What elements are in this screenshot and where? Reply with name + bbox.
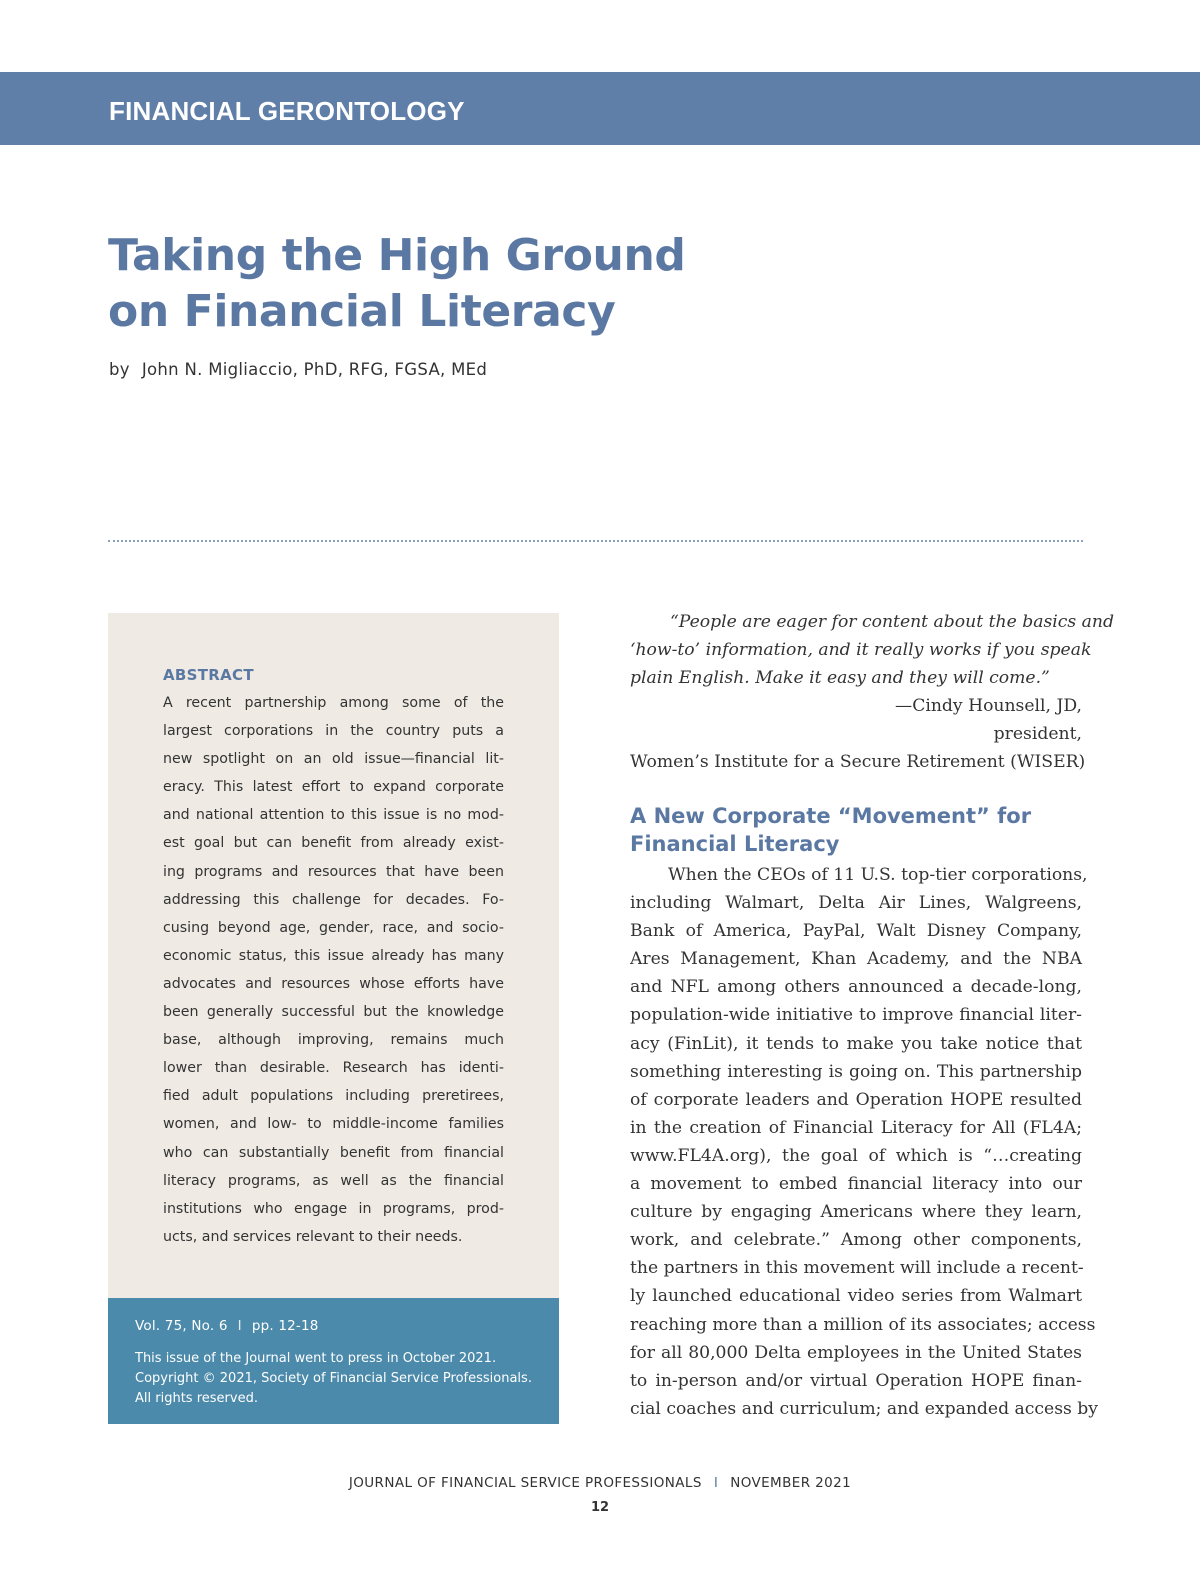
article-title — [108, 228, 685, 340]
abstract-line: fied adult populations including preretirees, — [163, 1088, 504, 1105]
abstract-line: eracy. This latest effort to expand corporate — [163, 779, 504, 796]
body-line: of corporate leaders and Operation HOPE resulted — [630, 1089, 1082, 1110]
journal-name: JOURNAL OF FINANCIAL SERVICE PROFESSIONALS — [348, 1475, 702, 1491]
body-line: culture by engaging Americans where they learn, — [630, 1202, 1082, 1223]
abstract-label: ABSTRACT — [163, 666, 254, 684]
volume-separator: I — [237, 1318, 242, 1334]
section-banner — [0, 72, 1200, 145]
abstract-line: institutions who engage in programs, prod- — [163, 1200, 504, 1217]
body-line: to in-person and/or virtual Operation HOPE finan- — [630, 1370, 1082, 1391]
article-title-line-1: Taking the High Ground — [108, 230, 686, 281]
issue-date: NOVEMBER 2021 — [730, 1475, 852, 1491]
section-heading — [630, 802, 1031, 858]
volume-number: Vol. 75, No. 6 — [135, 1318, 228, 1334]
quote-line: “People are eager for content about the basics and — [670, 612, 1114, 632]
abstract-box — [108, 613, 559, 1298]
abstract-line: advocates and resources whose efforts have — [163, 975, 504, 992]
abstract-line: and national attention to this issue is no mod- — [163, 807, 504, 824]
body-line: www.FL4A.org), the goal of which is “…creating — [630, 1145, 1082, 1166]
attribution-title: president, — [993, 724, 1082, 744]
abstract-line: ing programs and resources that have been — [163, 863, 504, 880]
publication-info-box — [108, 1298, 559, 1424]
abstract-line: economic status, this issue already has many — [163, 947, 504, 964]
abstract-line: who can substantially benefit from financial — [163, 1144, 504, 1161]
footer-separator: I — [713, 1475, 719, 1491]
abstract-line: lower than desirable. Research has identi- — [163, 1060, 504, 1077]
press-note: This issue of the Journal went to press in October 2021. — [135, 1351, 497, 1366]
quote-line: ‘how-to’ information, and it really works if you speak — [630, 640, 1092, 660]
body-line: ly launched educational video series from Walmart — [630, 1286, 1082, 1307]
section-heading-line-1: A New Corporate “Movement” for — [630, 804, 1032, 828]
abstract-line: A recent partnership among some of the — [163, 695, 504, 711]
body-line: something interesting is going on. This partnership — [630, 1061, 1082, 1082]
section-label: FINANCIAL GERONTOLOGY — [109, 96, 465, 126]
body-line: acy (FinLit), it tends to make you take notice that — [630, 1033, 1082, 1054]
abstract-line: largest corporations in the country puts a — [163, 723, 504, 740]
body-line: including Walmart, Delta Air Lines, Walgreens, — [630, 893, 1082, 914]
body-line: Ares Management, Khan Academy, and the NBA — [630, 949, 1082, 970]
publication-notes — [135, 1349, 532, 1409]
abstract-line: ucts, and services relevant to their needs. — [163, 1228, 463, 1245]
section-heading-line-2: Financial Literacy — [630, 832, 840, 856]
dotted-divider — [108, 540, 1083, 542]
abstract-text — [163, 689, 504, 1251]
abstract-line: women, and low- to middle-income families — [163, 1116, 504, 1133]
abstract-line: addressing this challenge for decades. Fo- — [163, 891, 504, 908]
copyright-note: Copyright © 2021, Society of Financial Service Professionals. — [135, 1371, 532, 1386]
body-line: When the CEOs of 11 U.S. top-tier corporations, — [668, 865, 1088, 885]
volume-info — [135, 1318, 319, 1334]
body-text — [630, 861, 1099, 1423]
page-range: pp. 12-18 — [251, 1318, 319, 1334]
abstract-line: new spotlight on an old issue—financial lit- — [163, 751, 504, 768]
page-number: 12 — [590, 1500, 610, 1515]
abstract-line: literacy programs, as well as the financial — [163, 1172, 504, 1189]
abstract-line: base, although improving, remains much — [163, 1032, 504, 1049]
rights-note: All rights reserved. — [135, 1391, 258, 1406]
body-line: Bank of America, PayPal, Walt Disney Company, — [630, 921, 1082, 942]
abstract-line: est goal but can benefit from already exist- — [163, 835, 504, 852]
body-line: cial coaches and curriculum; and expanded access by — [630, 1398, 1099, 1419]
author-name: John N. Migliaccio, PhD, RFG, FGSA, MEd — [141, 360, 488, 379]
byline — [109, 360, 487, 379]
body-line: for all 80,000 Delta employees in the United States — [630, 1342, 1082, 1363]
byline-by: by — [109, 360, 130, 379]
body-line: population-wide initiative to improve financial liter- — [630, 1005, 1082, 1026]
body-line: work, and celebrate.” Among other components, — [630, 1230, 1082, 1251]
article-title-line-2: on Financial Literacy — [108, 286, 616, 337]
abstract-line: cusing beyond age, gender, race, and socio- — [163, 919, 504, 936]
page-footer — [0, 1475, 1200, 1491]
attribution-organization: Women’s Institute for a Secure Retirement (WISER) — [630, 752, 1086, 772]
attribution-name: —Cindy Hounsell, JD, — [895, 696, 1082, 716]
quote-line: plain English. Make it easy and they will come.” — [630, 668, 1050, 688]
body-line: and NFL among others announced a decade-long, — [630, 977, 1082, 998]
body-line: in the creation of Financial Literacy for All (FL4A; — [630, 1117, 1082, 1138]
body-line: reaching more than a million of its associates; access — [630, 1314, 1096, 1335]
body-line: the partners in this movement will include a recent- — [630, 1258, 1084, 1279]
body-line: a movement to embed financial literacy into our — [630, 1174, 1082, 1195]
quote-attribution — [630, 692, 1086, 776]
abstract-line: been generally successful but the knowledge — [163, 1004, 504, 1021]
epigraph-quote — [630, 608, 1114, 692]
